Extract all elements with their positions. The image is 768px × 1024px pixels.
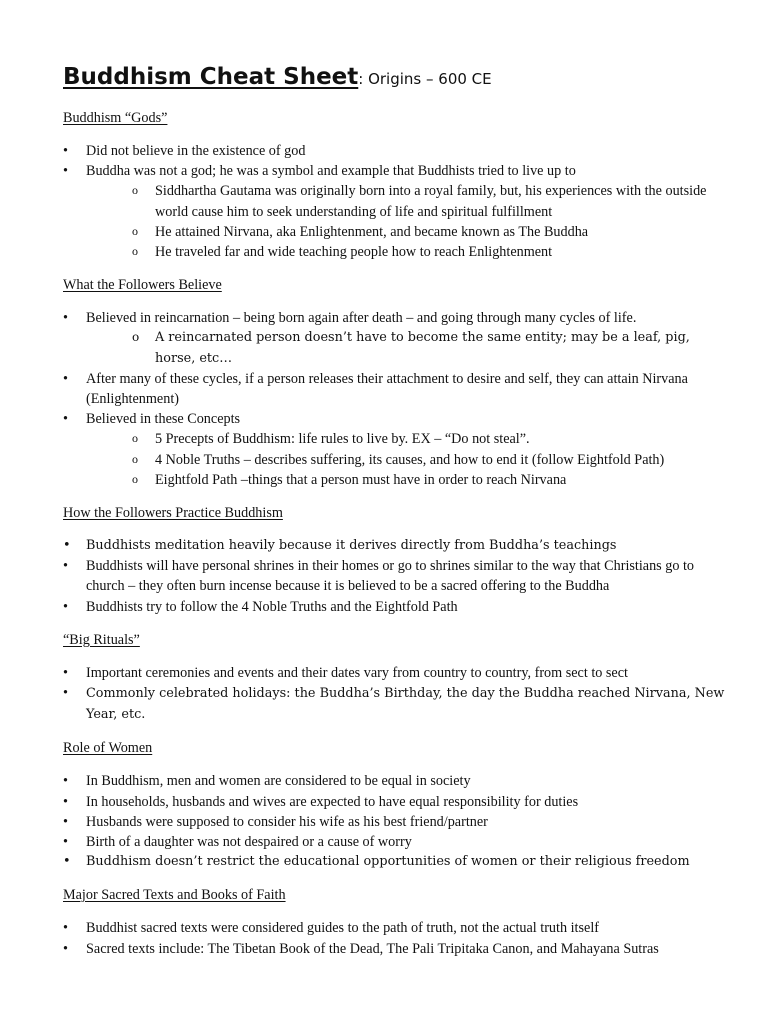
list-item: • Did not believe in the existence of god [63, 141, 728, 161]
sub-list [86, 429, 728, 490]
section-heading-gods: Buddhism “Gods” [63, 110, 168, 126]
title-main: Buddhism Cheat Sheet [63, 64, 359, 90]
list-item: • Buddhism doesn’t restrict the educational opportunities of women or their religious freedom [63, 852, 728, 872]
list-item: • Important ceremonies and events and their dates vary from country to country, from sect to sect [63, 663, 728, 683]
list-item: • After many of these cycles, if a person releases their attachment to desire and self, they can attain Nirvana (Enlightenment) [63, 369, 728, 409]
list-item-text: Commonly celebrated holidays: the Buddha’s Birthday, the day the Buddha reached Nirvana, New Year, etc. [86, 686, 725, 723]
sub-list-item: o He attained Nirvana, aka Enlightenment, and became known as The Buddha [132, 222, 728, 242]
list-item: • Buddhists will have personal shrines in their homes or go to shrines similar to the way that Christians go to church – they often burn incense because it is believed to be a sacred offering to the Buddha [63, 556, 728, 596]
sub-list-item: o 4 Noble Truths – describes suffering, its causes, and how to end it (follow Eightfold Path) [132, 450, 728, 470]
section-heading-beliefs: What the Followers Believe [63, 277, 222, 294]
list-item [63, 308, 728, 369]
list-item: • In households, husbands and wives are expected to have equal responsibility for duties [63, 792, 728, 812]
sub-list-item: o He traveled far and wide teaching people how to reach Enlightenment [132, 242, 728, 262]
sub-list-item: o Siddhartha Gautama was originally born into a royal family, but, his experiences with the outside world cause him to seek understanding of life and spiritual fulfillment [132, 181, 728, 221]
title-subtitle: : Origins – 600 CE [358, 70, 492, 88]
rituals-list [63, 663, 728, 726]
list-item-text: Believed in reincarnation – being born again after death – and going through many cycles of life. [86, 310, 637, 327]
list-item: • Buddhists meditation heavily because it derives directly from Buddha’s teachings [63, 536, 728, 556]
list-item: • Husbands were supposed to consider his wife as his best friend/partner [63, 812, 728, 832]
gods-list [63, 141, 728, 262]
document-title [63, 60, 728, 97]
section-heading-women: Role of Women [63, 740, 153, 757]
texts-list [63, 918, 728, 958]
list-item-text: Believed in these Concepts [86, 411, 241, 428]
practice-list [63, 536, 728, 617]
list-item: • Buddhist sacred texts were considered guides to the path of truth, not the actual truth itself [63, 918, 728, 938]
list-item [63, 409, 728, 490]
sub-list [86, 181, 728, 262]
section-heading-rituals: “Big Rituals” [63, 631, 140, 648]
list-item: • Birth of a daughter was not despaired or a cause of worry [63, 832, 728, 852]
list-item: • Buddhists try to follow the 4 Noble Truths and the Eightfold Path [63, 597, 728, 617]
sub-list-item: o 5 Precepts of Buddhism: life rules to live by. EX – “Do not steal”. [132, 429, 728, 449]
list-item [63, 161, 728, 262]
list-item: • In Buddhism, men and women are considered to be equal in society [63, 771, 728, 791]
list-item-text: Buddha was not a god; he was a symbol and example that Buddhists tried to live up to [86, 163, 576, 180]
sub-list-item: o Eightfold Path –things that a person must have in order to reach Nirvana [132, 470, 728, 490]
sub-list-item: o A reincarnated person doesn’t have to become the same entity; may be a leaf, pig, horse, etc… [132, 328, 728, 368]
list-item [63, 683, 728, 725]
section-heading-texts: Major Sacred Texts and Books of Faith [63, 887, 286, 904]
section-heading-practice: How the Followers Practice Buddhism [63, 505, 283, 522]
beliefs-list [63, 308, 728, 490]
sub-list [86, 328, 728, 368]
women-list [63, 771, 728, 872]
list-item: • Sacred texts include: The Tibetan Book of the Dead, The Pali Tripitaka Canon, and Mahayana Sutras [63, 939, 728, 959]
